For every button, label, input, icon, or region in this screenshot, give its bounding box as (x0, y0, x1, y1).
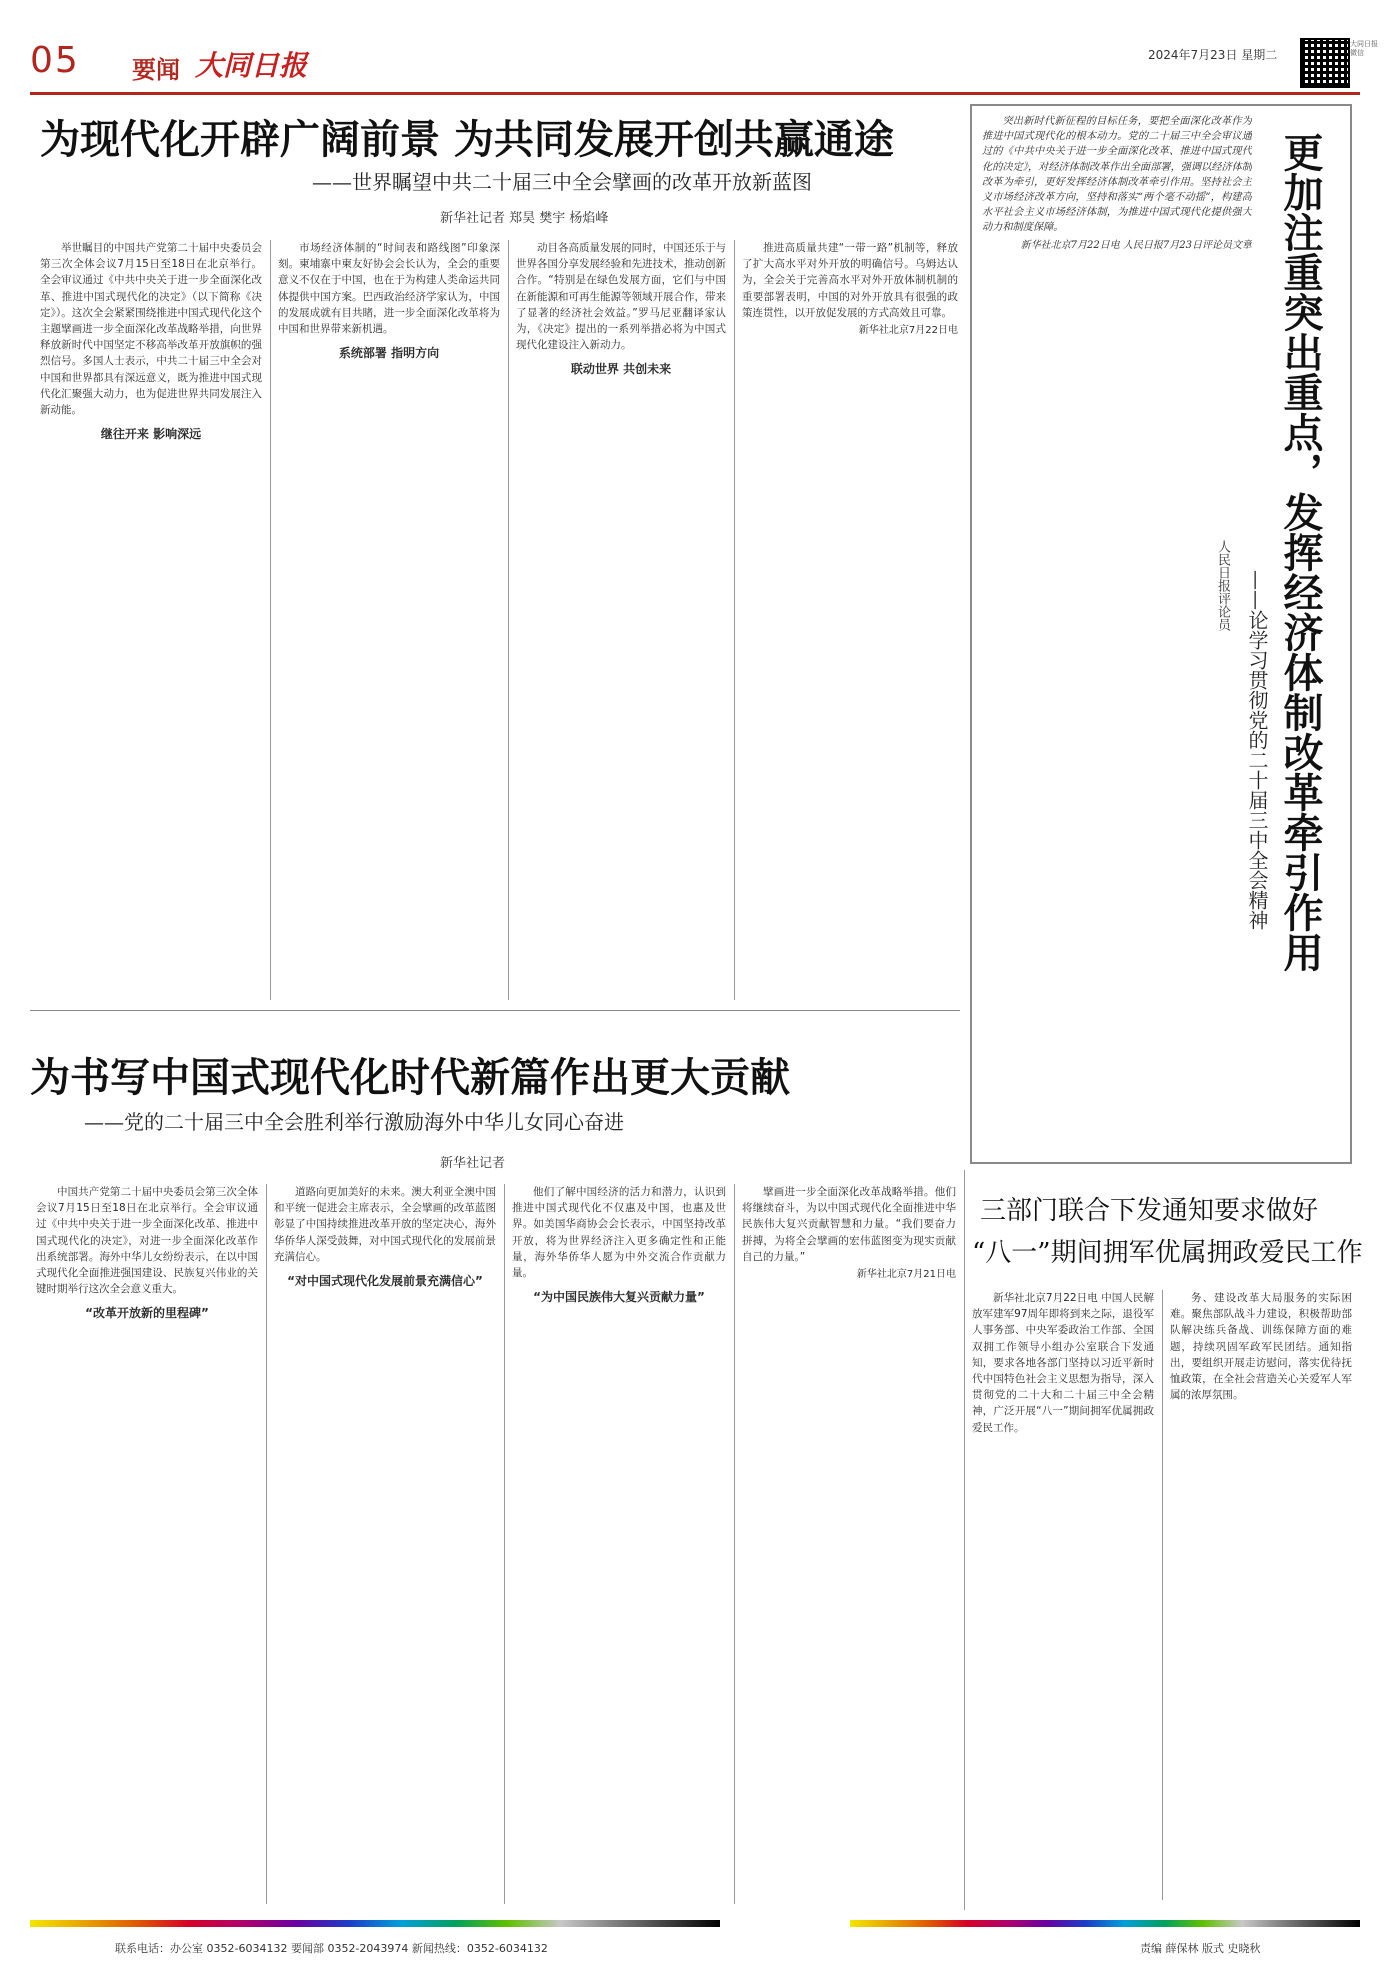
commentary-subtitle: ——论学习贯彻党的二十届三中全会精神 (1245, 570, 1269, 930)
column-divider (504, 1184, 505, 1904)
article1-col3-text: 动目各高质量发展的同时，中国还乐于与世界各国分享发展经验和先进技术，推动创新合作。“特别是在绿色发展方面，它们与中国在新能源和可再生能源等领域开展合作，带来了显著的经济社会效益。”罗马尼亚翻译家认为，《决定》提出的一系列举措必将为中国式现代化建设注入新动力。 (516, 242, 726, 352)
article1-subhead-1: 继往开来 影响深远 (100, 427, 202, 442)
article1-byline: 新华社记者 郑昊 樊宇 杨焰峰 (440, 211, 609, 226)
column-divider (1162, 1290, 1163, 1900)
article2-byline: 新华社记者 (440, 1156, 506, 1171)
column-divider (266, 1184, 267, 1904)
column-divider (734, 1184, 735, 1904)
color-calibration-bar (850, 1920, 1360, 1927)
article2-column-2 (274, 1184, 496, 1904)
qr-caption: 大同日报微信 (1350, 40, 1378, 57)
article2-subhead-3: “为中国民族伟大复兴贡献力量” (533, 1290, 705, 1305)
article1-subtitle: ——世界瞩望中共二十届三中全会擘画的改革开放新蓝图 (312, 170, 812, 194)
article1-title: 为现代化开辟广阔前景 为共同发展开创共赢通途 (40, 117, 894, 163)
commentary-source: 人民日报评论员 (1215, 540, 1230, 631)
article3-column-2 (1170, 1290, 1352, 1900)
article2-subtitle: ——党的二十届三中全会胜利举行激励海外中华儿女同心奋进 (84, 1110, 624, 1134)
article1-column-3 (516, 240, 726, 1000)
article2-column-3 (512, 1184, 726, 1904)
article3-col2-text: 务、建设改革大局服务的实际困难。聚焦部队战斗力建设，积极帮助部队解决练兵备战、训练保障方面的难题，持续巩固军政军民团结。通知指出，要组织开展走访慰问，落实优待抚恤政策，在全社会营造关心关爱军人军属的浓厚氛围。 (1170, 1292, 1352, 1402)
section-name: 要闻 (132, 56, 180, 84)
commentary-title: 更加注重突出重点，发挥经济体制改革牵引作用 (1277, 132, 1323, 972)
column-divider (508, 240, 509, 1000)
color-calibration-bar (30, 1920, 720, 1927)
article3-col1-text: 新华社北京7月22日电 中国人民解放军建军97周年即将到来之际，退役军人事务部、中央军委政治工作部、全国双拥工作领导小组办公室联合下发通知，要求各地各部门坚持以习近平新时代中国特色社会主义思想为指导，深入贯彻党的二十大和二十届三中全会精神，广泛开展“八一”期间拥军优属拥政爱民工作。 (972, 1292, 1154, 1434)
article2-column-1 (36, 1184, 258, 1904)
article1-subhead-2: 系统部署 指明方向 (338, 346, 440, 361)
article3-column-1 (972, 1290, 1154, 1900)
masthead (0, 0, 1388, 100)
footer-editors: 责编 薛保林 版式 史晓秋 (1140, 1942, 1261, 1955)
page-number: 05 (30, 40, 80, 81)
article2-col1-text: 中国共产党第二十届中央委员会第三次全体会议7月15日至18日在北京举行。全会审议通过《中共中央关于进一步全面深化改革、推进中国式现代化的决定》，对进一步全面深化改革作出系统部署。海外中华儿女纷纷表示，在以中国式现代化全面推进强国建设、民族复兴伟业的关键时期举行这次全会意义重大。 (36, 1186, 258, 1296)
article2-subhead-2: “对中国式现代化发展前景充满信心” (287, 1274, 483, 1289)
commentary-sign: 新华社北京7月22日电 人民日报7月23日评论员文章 (1020, 239, 1252, 251)
article1-column-4 (742, 240, 958, 1000)
footer (0, 1930, 1388, 1973)
article1-column-2 (278, 240, 500, 1000)
issue-date: 2024年7月23日 星期二 (1148, 48, 1278, 62)
article1-col1-text: 举世瞩目的中国共产党第二十届中央委员会第三次全体会议7月15日至18日在北京举行。全会审议通过《中共中央关于进一步全面深化改革、推进中国式现代化的决定》（以下简称《决定》）。这次全会紧紧围绕推进中国式现代化这个主题擘画进一步全面深化改革战略举措，向世界释放新时代中国坚定不移高举改革开放旗帜的强烈信号。多国人士表示，中共二十届三中全会对中国和世界都具有深远意义，既为推进中国式现代化汇聚强大动力，也为促进世界共同发展注入新动能。 (40, 242, 262, 417)
footer-contacts: 联系电话：办公室 0352-6034132 要闻部 0352-2043974 新闻热线：0352-6034132 (115, 1942, 548, 1955)
article1-col2-text: 市场经济体制的“时间表和路线图”印象深刻。柬埔寨中柬友好协会会长认为，全会的重要意义不仅在于中国，也在于为构建人类命运共同体提供中国方案。巴西政治经济学家认为，中国的发展成就有目共睹，进一步全面深化改革将为中国和世界带来新机遇。 (278, 242, 500, 336)
article2-column-4 (742, 1184, 956, 1904)
article2-title: 为书写中国式现代化时代新篇作出更大贡献 (30, 1055, 790, 1101)
commentary-body-column (982, 114, 1252, 1154)
qr-code-icon (1300, 38, 1350, 88)
column-divider (270, 240, 271, 1000)
masthead-rule (30, 92, 1360, 95)
article2-col3-text: 他们了解中国经济的活力和潜力，认识到推进中国式现代化不仅惠及中国，也惠及世界。如美国华商协会会长表示，中国坚持改革开放，将为世界经济注入更多确定性和正能量，海外华侨华人愿为中外交流合作贡献力量。 (512, 1186, 726, 1280)
column-divider (734, 240, 735, 1000)
article1-col4-text: 推进高质量共建“一带一路”机制等，释放了扩大高水平对外开放的明确信号。乌姆达认为，全会关于完善高水平对外开放体制机制的重要部署表明，中国的对外开放具有很强的政策连贯性，以开放促发展的方式高效且可靠。 (742, 242, 958, 319)
article2-col2-text: 道路向更加美好的未来。澳大利亚全澳中国和平统一促进会主席表示，全会擘画的改革蓝图彰显了中国持续推进改革开放的坚定决心，海外华侨华人深受鼓舞，对中国式现代化的发展前景充满信心。 (274, 1186, 496, 1263)
article1-subhead-3: 联动世界 共创未来 (570, 362, 672, 377)
paper-logo: 大同日报 (195, 49, 308, 82)
column-divider (964, 1170, 965, 1910)
article1-column-1 (40, 240, 262, 1000)
article3-title-line-2: “八一”期间拥军优属拥政爱民工作 (972, 1238, 1363, 1268)
article3-title-line-1: 三部门联合下发通知要求做好 (980, 1196, 1319, 1226)
article2-sign: 新华社北京7月21日电 (856, 1269, 956, 1281)
article2-col4-text: 擘画进一步全面深化改革战略举措。他们将继续奋斗，为以中国式现代化全面推进中华民族伟大复兴贡献智慧和力量。“我们要奋力拼搏，为将全会擘画的宏伟蓝图变为现实贡献自己的力量。” (742, 1186, 956, 1263)
commentary-body: 突出新时代新征程的目标任务，要把全面深化改革作为推进中国式现代化的根本动力。党的二十届三中全会审议通过的《中共中央关于进一步全面深化改革、推进中国式现代化的决定》，对经济体制改革作出全面部署，强调以经济体制改革为牵引，更好发挥经济体制改革牵引作用。坚持社会主义市场经济改革方向，坚持和落实“两个毫不动摇”，构建高水平社会主义市场经济体制，为推进中国式现代化提供强大动力和制度保障。 (982, 116, 1252, 234)
article2-subhead-1: “改革开放新的里程碑” (85, 1306, 209, 1321)
article1-sign: 新华社北京7月22日电 (858, 325, 958, 337)
section-divider (30, 1010, 960, 1011)
